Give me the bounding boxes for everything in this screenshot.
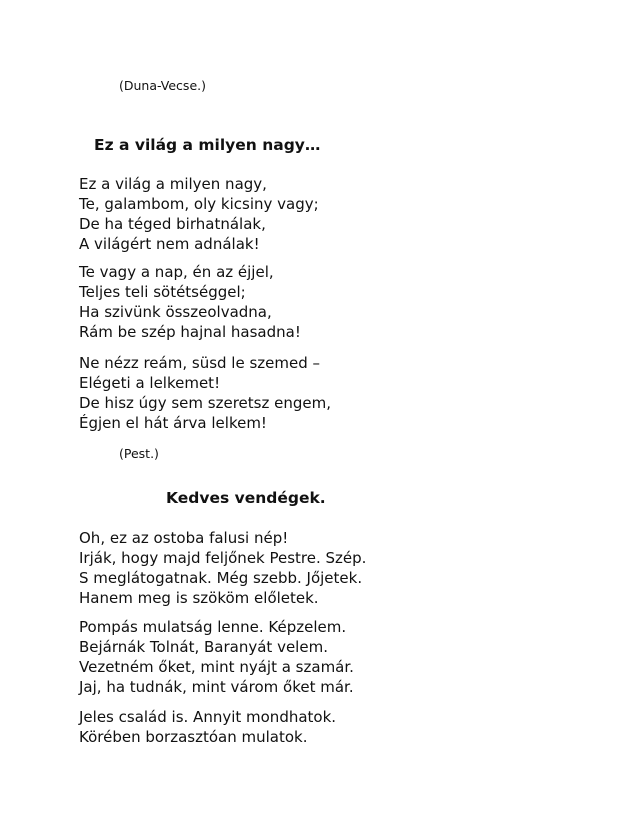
poem-line: Körében borzasztóan mulatok. [79,728,308,746]
poem-line: De ha téged birhatnálak, [79,215,266,233]
poem2-stanza-3 [79,707,336,747]
poem-line: Hanem meg is szököm előletek. [79,589,319,607]
poem-line: Elégeti a lelkemet! [79,374,221,392]
poem-line: Jaj, ha tudnák, mint várom őket már. [79,678,354,696]
poem2-stanza-2 [79,617,354,697]
poem-line: Rám be szép hajnal hasadna! [79,323,301,341]
poem-line: Te vagy a nap, én az éjjel, [79,263,274,281]
poem-title-ez-a-vilag: Ez a világ a milyen nagy… [94,136,321,154]
poem-line: Ez a világ a milyen nagy, [79,175,267,193]
place-label-pest: (Pest.) [119,446,159,461]
poem-line: Ne nézz reám, süsd le szemed – [79,354,321,372]
place-label-duna-vecse: (Duna-Vecse.) [119,78,206,93]
poem1-stanza-2 [79,262,301,342]
poem-line: Oh, ez az ostoba falusi nép! [79,529,289,547]
poem2-stanza-1 [79,528,366,608]
poem1-stanza-3 [79,353,331,433]
poem-line: Pompás mulatság lenne. Képzelem. [79,618,347,636]
poem-line: A világért nem adnálak! [79,235,260,253]
poem-line: Jeles család is. Annyit mondhatok. [79,708,337,726]
poem-line: Teljes teli sötétséggel; [79,283,246,301]
poem1-stanza-1 [79,174,319,254]
poem-line: Te, galambom, oly kicsiny vagy; [79,195,319,213]
poem-title-kedves-vendegek: Kedves vendégek. [166,489,326,507]
poem-line: S meglátogatnak. Még szebb. Jőjetek. [79,569,363,587]
poem-line: Irják, hogy majd feljőnek Pestre. Szép. [79,549,367,567]
poem-line: Vezetném őket, mint nyájt a szamár. [79,658,354,676]
poem-line: De hisz úgy sem szeretsz engem, [79,394,331,412]
poem-line: Bejárnák Tolnát, Baranyát velem. [79,638,328,656]
poem-line: Ha szivünk összeolvadna, [79,303,272,321]
poem-line: Égjen el hát árva lelkem! [79,414,267,432]
